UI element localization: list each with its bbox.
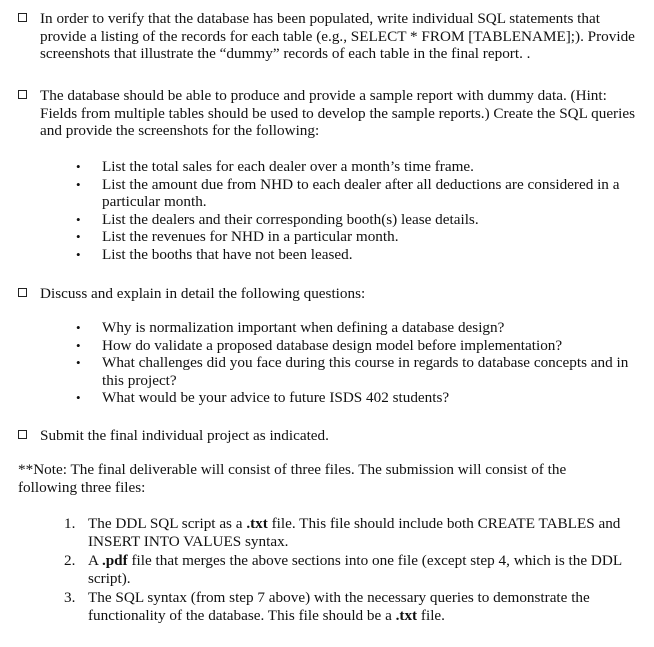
list-item-text: List the booths that have not been leased. xyxy=(102,245,353,263)
bullet-icon: • xyxy=(76,176,81,192)
list-item xyxy=(76,319,648,337)
deliverable-file-list xyxy=(64,515,638,627)
checklist-text: Submit the final individual project as indicated. xyxy=(40,427,329,444)
list-item xyxy=(64,589,638,624)
checkbox-icon xyxy=(18,90,27,99)
list-item-text: What would be your advice to future ISDS 402 students? xyxy=(102,389,450,407)
list-item-text: Why is normalization important when defining a database design? xyxy=(102,319,505,336)
checklist-item-submit xyxy=(18,427,646,445)
bullet-icon: • xyxy=(76,229,81,245)
checkbox-icon xyxy=(18,288,27,297)
list-item-text: List the amount due from NHD to each dealer after all deductions are considered in a particular month. xyxy=(102,175,620,211)
list-item xyxy=(76,228,648,246)
list-item-text: List the total sales for each dealer over a month’s time frame. xyxy=(102,158,474,175)
checklist-item-verify xyxy=(18,10,646,63)
checklist-item-discuss xyxy=(18,285,646,303)
bullet-icon: • xyxy=(76,211,81,227)
list-number: 3. xyxy=(64,589,76,607)
list-item xyxy=(76,337,648,355)
list-item xyxy=(76,158,648,176)
list-item-text: The SQL syntax (from step 7 above) with the necessary queries to demonstrate the functionality of the database. This file should be a .txt file. xyxy=(88,589,590,624)
bullet-icon: • xyxy=(76,390,81,406)
list-item xyxy=(64,515,638,550)
checkbox-icon xyxy=(18,430,27,439)
checkbox-icon xyxy=(18,13,27,22)
list-number: 2. xyxy=(64,552,76,570)
list-item-text: List the dealers and their corresponding booth(s) lease details. xyxy=(102,210,479,228)
list-item-text: The DDL SQL script as a .txt file. This file should include both CREATE TABLES and INSERT INTO VALUES syntax. xyxy=(88,515,621,550)
list-item-text: What challenges did you face during this course in regards to database concepts and in this project? xyxy=(102,354,629,389)
checklist-text: The database should be able to produce and provide a sample report with dummy data. (Hint: Fields from multiple tables should be used to develop the sample reports.) Create the SQL queries and provide the screenshots for the following: xyxy=(40,87,635,140)
bullet-icon: • xyxy=(76,320,81,335)
report-bullet-list xyxy=(76,158,648,264)
list-item xyxy=(76,211,648,229)
list-item-text: A .pdf file that merges the above sections into one file (except step 4, which is the DDL script). xyxy=(88,552,622,587)
bullet-icon: • xyxy=(76,159,81,174)
list-item xyxy=(76,246,648,264)
list-item xyxy=(64,552,638,587)
checklist-item-report xyxy=(18,87,646,140)
deliverable-note: **Note: The final deliverable will consist of three files. The submission will consist of the following three files: xyxy=(18,461,567,496)
list-item xyxy=(76,176,648,211)
list-item-text: List the revenues for NHD in a particular month. xyxy=(102,228,399,246)
checklist-text: In order to verify that the database has been populated, write individual SQL statements that provide a listing of the records for each table (e.g., SELECT * FROM [TABLENAME];). Provide screenshots that illustrate the “dummy” records of each table in the final report. . xyxy=(40,10,635,63)
list-item xyxy=(76,389,648,407)
list-number: 1. xyxy=(64,515,76,532)
list-item xyxy=(76,354,648,389)
question-bullet-list xyxy=(76,319,648,407)
bullet-icon: • xyxy=(76,246,81,262)
list-item-text: How do validate a proposed database design model before implementation? xyxy=(102,336,563,354)
bullet-icon: • xyxy=(76,337,81,353)
bullet-icon: • xyxy=(76,355,81,371)
checklist-text: Discuss and explain in detail the following questions: xyxy=(40,285,366,302)
